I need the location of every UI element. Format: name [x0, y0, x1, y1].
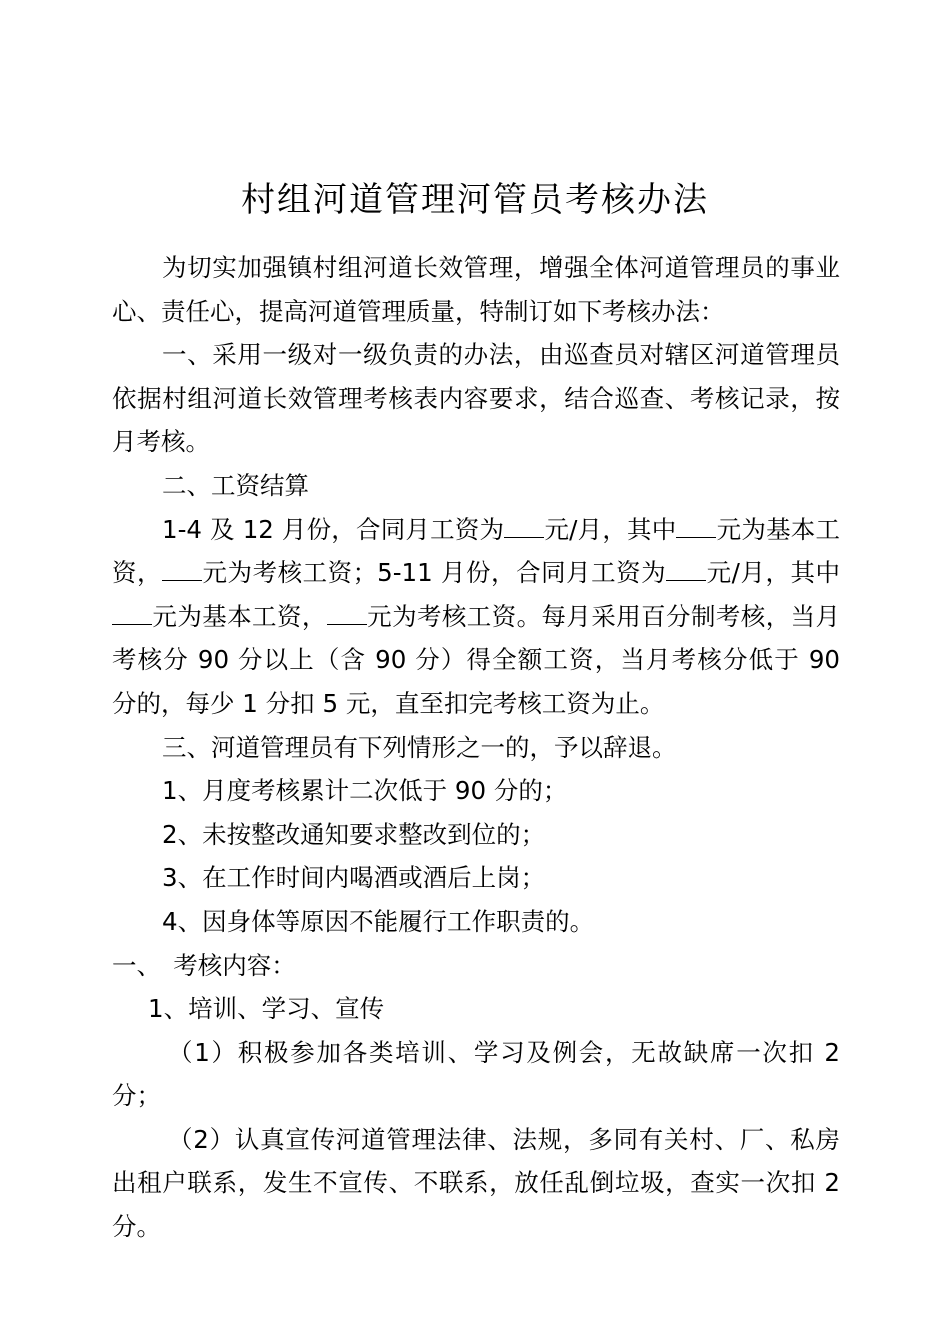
dismissal-item: 1、月度考核累计二次低于 90 分的； [162, 776, 568, 806]
sub-1-item: （2）认真宣传河道管理法律、法规，多同有关村、厂、私房出租户联系，发生不宣传、不联系，放任乱倒垃圾，查实一次扣 2 分。 [112, 1124, 840, 1242]
sub-1-item: （1）积极参加各类培训、学习及例会，无故缺席一次扣 2 分； [112, 1037, 840, 1111]
document-body [112, 246, 840, 1249]
salary-text-6: 元为基本工资， [152, 601, 327, 631]
section-heading: 一、 考核内容： [112, 950, 296, 980]
salary-paragraph [112, 508, 840, 726]
salary-text-5: 元/月，其中 [706, 558, 840, 588]
salary-text-2: 元/月，其中 [544, 514, 677, 544]
salary-blank-6 [327, 599, 367, 625]
salary-blank-1 [504, 512, 544, 538]
salary-blank-4 [666, 556, 706, 582]
dismissal-item: 4、因身体等原因不能履行工作职责的。 [162, 906, 595, 936]
sub-1-heading: 1、培训、学习、宣传 [148, 994, 385, 1024]
salary-blank-3 [162, 556, 202, 582]
salary-blank-2 [676, 512, 716, 538]
salary-text-3: 元为基本工资， [112, 514, 840, 588]
intro-paragraph: 为切实加强镇村组河道长效管理，增强全体河道管理员的事业心、责任心，提高河道管理质量，特制订如下考核办法： [112, 253, 840, 326]
item-1-paragraph: 一、采用一级对一级负责的办法，由巡查员对辖区河道管理员依据村组河道长效管理考核表内容要求，结合巡查、考核记录，按月考核。 [112, 340, 840, 457]
salary-text-1: 1-4 及 12 月份，合同月工资为 [162, 514, 505, 544]
document-title: 村组河道管理河管员考核办法 [241, 180, 709, 220]
item-3-heading: 三、河道管理员有下列情形之一的，予以辞退。 [162, 732, 677, 762]
dismissal-item: 2、未按整改通知要求整改到位的； [162, 819, 546, 849]
item-2-heading: 二、工资结算 [162, 470, 309, 500]
salary-text-4: 元为考核工资；5-11 月份，合同月工资为 [202, 558, 667, 588]
salary-text-7: 元为考核工资。每月采用百分制考核，当月考核分 90 分以上（含 90 分）得全额工资，当月考核分低于 90 分的，每少 1 分扣 5 元，直至扣完考核工资为止。 [112, 601, 841, 718]
dismissal-item: 3、在工作时间内喝酒或酒后上岗； [162, 863, 546, 893]
salary-blank-5 [112, 599, 152, 625]
